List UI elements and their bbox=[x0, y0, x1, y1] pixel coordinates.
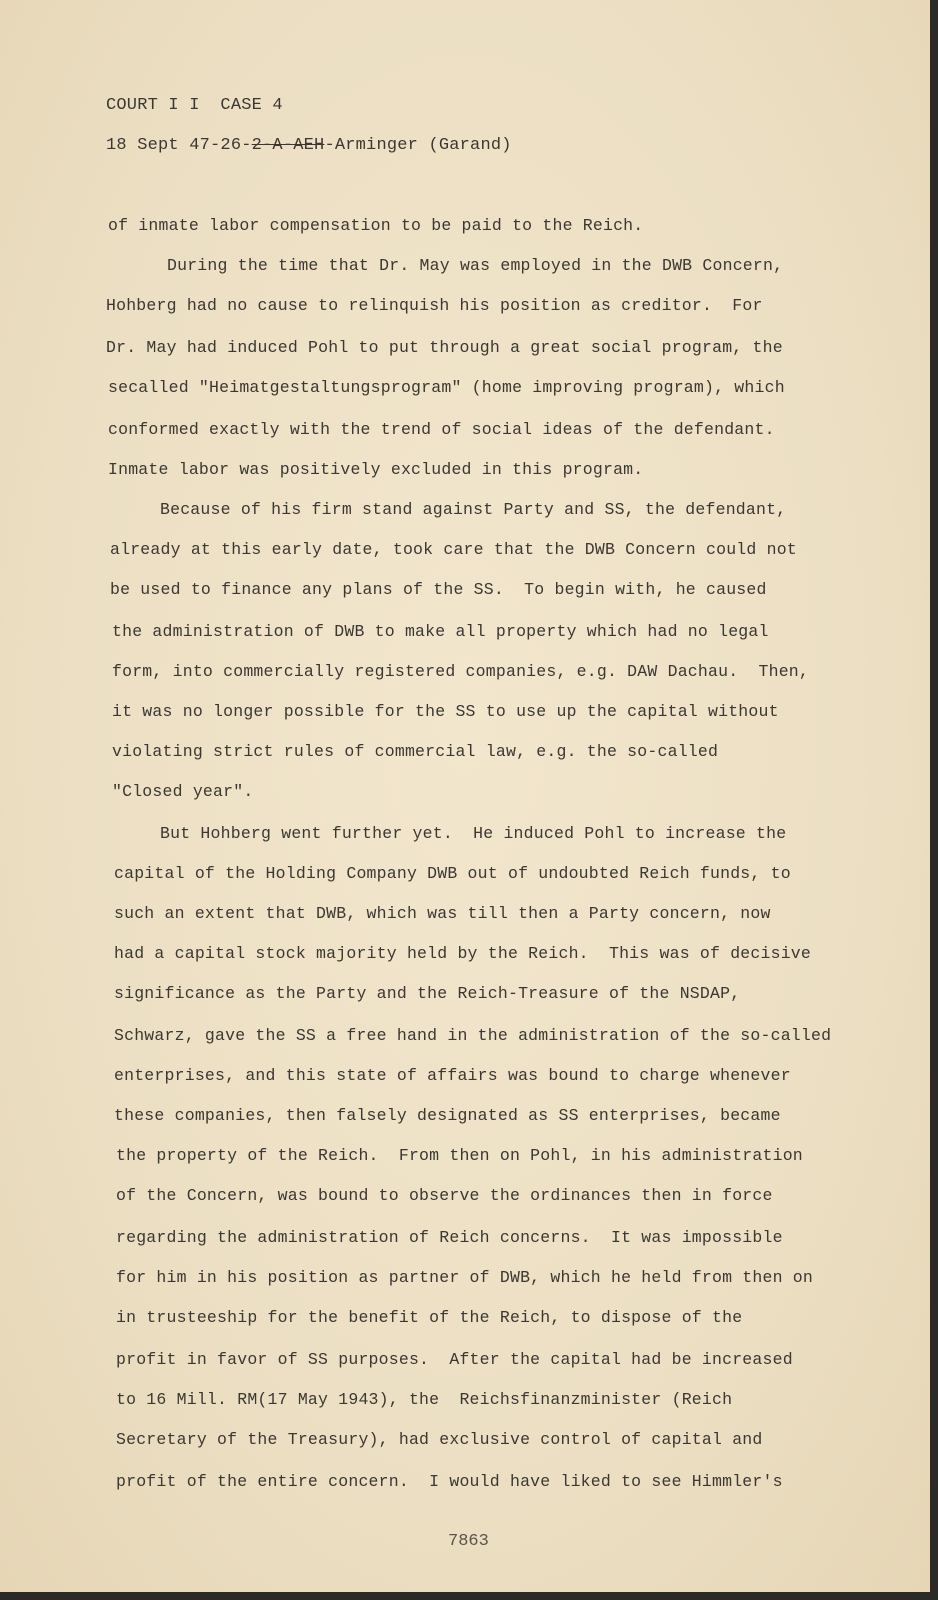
body-line: enterprises, and this state of affairs was bound to charge whenever bbox=[114, 1066, 791, 1085]
body-line: Because of his firm stand against Party and SS, the defendant, bbox=[160, 500, 787, 519]
body-line: the property of the Reich. From then on Pohl, in his administration bbox=[116, 1146, 803, 1165]
body-line: But Hohberg went further yet. He induced Pohl to increase the bbox=[160, 824, 787, 843]
body-line: conformed exactly with the trend of social ideas of the defendant. bbox=[108, 420, 775, 439]
body-line: of the Concern, was bound to observe the ordinances then in force bbox=[116, 1186, 773, 1205]
body-line: it was no longer possible for the SS to use up the capital without bbox=[112, 702, 779, 721]
body-line: to 16 Mill. RM(17 May 1943), the Reichsfinanzminister (Reich bbox=[116, 1390, 733, 1409]
reference-prefix: 18 Sept 47-26- bbox=[106, 136, 252, 155]
reference-suffix: -Arminger (Garand) bbox=[324, 136, 512, 155]
body-line: regarding the administration of Reich concerns. It was impossible bbox=[116, 1228, 783, 1247]
body-line: had a capital stock majority held by the Reich. This was of decisive bbox=[114, 944, 812, 963]
body-line: violating strict rules of commercial law, e.g. the so-called bbox=[112, 742, 719, 761]
reference-line bbox=[106, 136, 512, 155]
body-line: in trusteeship for the benefit of the Reich, to dispose of the bbox=[116, 1308, 743, 1327]
reference-struck: 2-A-AEH bbox=[251, 136, 325, 155]
body-line: of inmate labor compensation to be paid to the Reich. bbox=[108, 216, 644, 235]
body-line: such an extent that DWB, which was till then a Party concern, now bbox=[114, 904, 771, 923]
court-case-header: COURT I I CASE 4 bbox=[106, 96, 283, 115]
body-line: Schwarz, gave the SS a free hand in the administration of the so-called bbox=[114, 1026, 832, 1045]
body-line: be used to finance any plans of the SS. To begin with, he caused bbox=[110, 580, 767, 599]
body-line: profit in favor of SS purposes. After the capital had be increased bbox=[116, 1350, 793, 1369]
body-line: secalled "Heimatgestaltungsprogram" (home improving program), which bbox=[108, 378, 785, 397]
body-line: Dr. May had induced Pohl to put through a great social program, the bbox=[106, 338, 783, 357]
body-line: "Closed year". bbox=[112, 782, 254, 801]
body-line: the administration of DWB to make all property which had no legal bbox=[112, 622, 769, 641]
body-line: profit of the entire concern. I would have liked to see Himmler's bbox=[116, 1472, 783, 1491]
body-line: Hohberg had no cause to relinquish his position as creditor. For bbox=[106, 296, 763, 315]
body-line: for him in his position as partner of DWB, which he held from then on bbox=[116, 1268, 814, 1287]
body-line: capital of the Holding Company DWB out of undoubted Reich funds, to bbox=[114, 864, 791, 883]
body-line: these companies, then falsely designated as SS enterprises, became bbox=[114, 1106, 781, 1125]
body-line: already at this early date, took care that the DWB Concern could not bbox=[110, 540, 797, 559]
body-line: Inmate labor was positively excluded in this program. bbox=[108, 460, 644, 479]
body-line: significance as the Party and the Reich-Treasure of the NSDAP, bbox=[114, 984, 741, 1003]
body-line: Secretary of the Treasury), had exclusive control of capital and bbox=[116, 1430, 763, 1449]
body-line: During the time that Dr. May was employed in the DWB Concern, bbox=[167, 256, 784, 275]
body-line: form, into commercially registered companies, e.g. DAW Dachau. Then, bbox=[112, 662, 810, 681]
page-number: 7863 bbox=[448, 1532, 489, 1551]
